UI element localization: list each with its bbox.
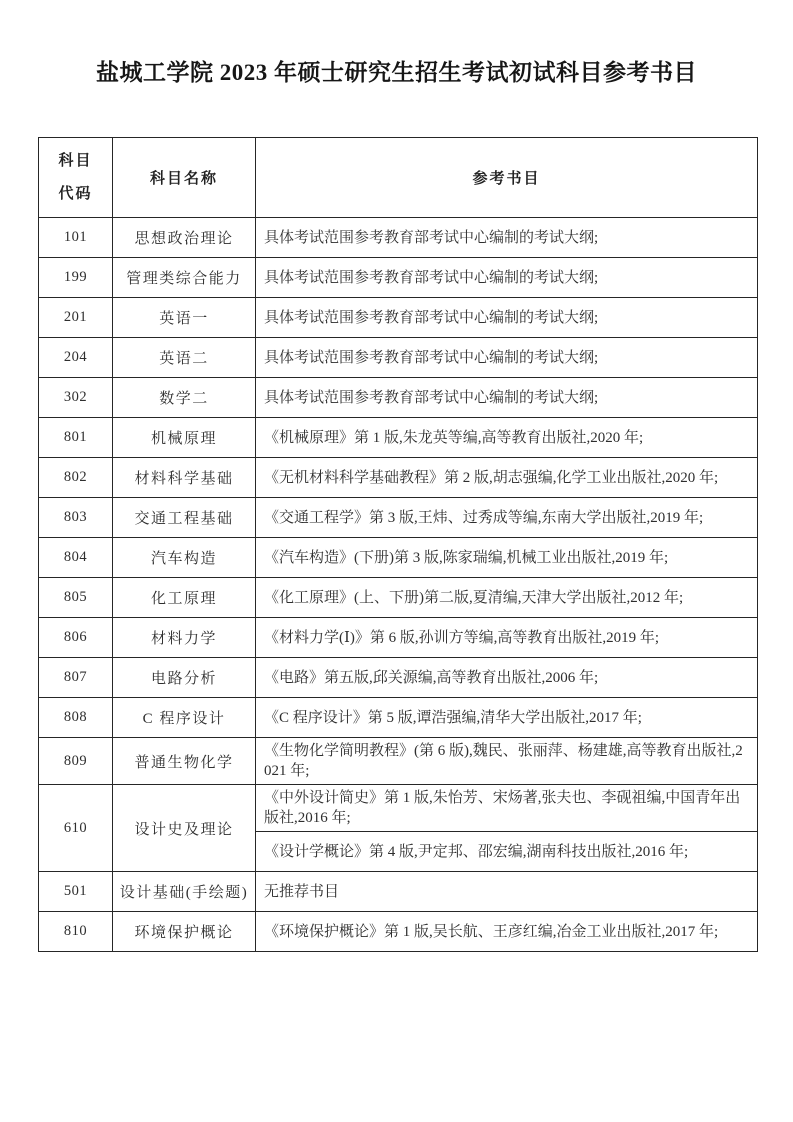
subject-code-cell: 501 — [39, 872, 113, 912]
table-row — [39, 872, 758, 912]
reference-book-cell: 《生物化学简明教程》(第 6 版),魏民、张丽萍、杨建雄,高等教育出版社,2021 年; — [256, 738, 758, 785]
subject-code-cell: 803 — [39, 498, 113, 538]
reference-book-cell: 《无机材料科学基础教程》第 2 版,胡志强编,化学工业出版社,2020 年; — [256, 458, 758, 498]
subject-name-cell: 环境保护概论 — [113, 912, 256, 952]
reference-book-cell: 《材料力学(Ⅰ)》第 6 版,孙训方等编,高等教育出版社,2019 年; — [256, 618, 758, 658]
header-subject-name: 科目名称 — [113, 138, 256, 218]
reference-book-cell: 《汽车构造》(下册)第 3 版,陈家瑞编,机械工业出版社,2019 年; — [256, 538, 758, 578]
subject-name-cell: 交通工程基础 — [113, 498, 256, 538]
subject-name-cell: 英语一 — [113, 298, 256, 338]
table-header-row — [39, 138, 758, 218]
subject-code-cell: 808 — [39, 698, 113, 738]
subject-code-cell: 610 — [39, 785, 113, 872]
subject-code-cell: 804 — [39, 538, 113, 578]
reference-book-cell: 具体考试范围参考教育部考试中心编制的考试大纲; — [256, 338, 758, 378]
subject-name-cell: 电路分析 — [113, 658, 256, 698]
reference-book-cell: 具体考试范围参考教育部考试中心编制的考试大纲; — [256, 258, 758, 298]
subject-code-cell: 810 — [39, 912, 113, 952]
table-row — [39, 738, 758, 785]
reference-book-cell: 具体考试范围参考教育部考试中心编制的考试大纲; — [256, 378, 758, 418]
subject-code-cell: 302 — [39, 378, 113, 418]
table-row — [39, 785, 758, 832]
subject-name-cell: 材料科学基础 — [113, 458, 256, 498]
reference-book-cell: 无推荐书目 — [256, 872, 758, 912]
subject-code-cell: 806 — [39, 618, 113, 658]
subject-code-cell: 201 — [39, 298, 113, 338]
subject-name-cell: 设计史及理论 — [113, 785, 256, 872]
table-row — [39, 538, 758, 578]
subject-code-cell: 807 — [39, 658, 113, 698]
subject-name-cell: 材料力学 — [113, 618, 256, 658]
subject-code-cell: 801 — [39, 418, 113, 458]
subject-name-cell: 英语二 — [113, 338, 256, 378]
table-row — [39, 658, 758, 698]
table-row — [39, 258, 758, 298]
reference-book-cell: 《机械原理》第 1 版,朱龙英等编,高等教育出版社,2020 年; — [256, 418, 758, 458]
subject-name-cell: 机械原理 — [113, 418, 256, 458]
reference-book-cell: 《中外设计简史》第 1 版,朱怡芳、宋炀著,张夫也、李砚祖编,中国青年出版社,2016 年; — [256, 785, 758, 832]
header-subject-code-line1: 科目 — [58, 152, 93, 169]
subject-name-cell: 汽车构造 — [113, 538, 256, 578]
header-subject-code — [39, 138, 113, 218]
table-row — [39, 418, 758, 458]
reference-book-cell: 《环境保护概论》第 1 版,吴长航、王彦红编,冶金工业出版社,2017 年; — [256, 912, 758, 952]
header-reference-books: 参考书目 — [256, 138, 758, 218]
table-row — [39, 912, 758, 952]
subject-name-cell: 化工原理 — [113, 578, 256, 618]
reference-book-cell: 《电路》第五版,邱关源编,高等教育出版社,2006 年; — [256, 658, 758, 698]
table-row — [39, 378, 758, 418]
subject-code-cell: 101 — [39, 218, 113, 258]
subject-name-cell: 数学二 — [113, 378, 256, 418]
table-row — [39, 618, 758, 658]
table-row — [39, 498, 758, 538]
subject-code-cell: 809 — [39, 738, 113, 785]
table-row — [39, 698, 758, 738]
reference-book-cell: 《设计学概论》第 4 版,尹定邦、邵宏编,湖南科技出版社,2016 年; — [256, 832, 758, 872]
reference-book-cell: 《交通工程学》第 3 版,王炜、过秀成等编,东南大学出版社,2019 年; — [256, 498, 758, 538]
table-row — [39, 338, 758, 378]
subject-name-cell: C 程序设计 — [113, 698, 256, 738]
subject-name-cell: 设计基础(手绘题) — [113, 872, 256, 912]
subject-code-cell: 802 — [39, 458, 113, 498]
reference-book-cell: 具体考试范围参考教育部考试中心编制的考试大纲; — [256, 298, 758, 338]
subject-name-cell: 普通生物化学 — [113, 738, 256, 785]
header-subject-code-line2: 代码 — [58, 185, 93, 202]
page-title: 盐城工学院 2023 年硕士研究生招生考试初试科目参考书目 — [96, 60, 697, 85]
reference-book-cell: 具体考试范围参考教育部考试中心编制的考试大纲; — [256, 218, 758, 258]
subject-code-cell: 805 — [39, 578, 113, 618]
table-row — [39, 458, 758, 498]
table-row — [39, 218, 758, 258]
reference-book-cell: 《化工原理》(上、下册)第二版,夏清编,天津大学出版社,2012 年; — [256, 578, 758, 618]
subject-name-cell: 思想政治理论 — [113, 218, 256, 258]
subject-code-cell: 199 — [39, 258, 113, 298]
table-row — [39, 298, 758, 338]
subject-code-cell: 204 — [39, 338, 113, 378]
table-row — [39, 578, 758, 618]
reference-books-table — [38, 137, 758, 952]
subject-name-cell: 管理类综合能力 — [113, 258, 256, 298]
reference-book-cell: 《C 程序设计》第 5 版,谭浩强编,清华大学出版社,2017 年; — [256, 698, 758, 738]
